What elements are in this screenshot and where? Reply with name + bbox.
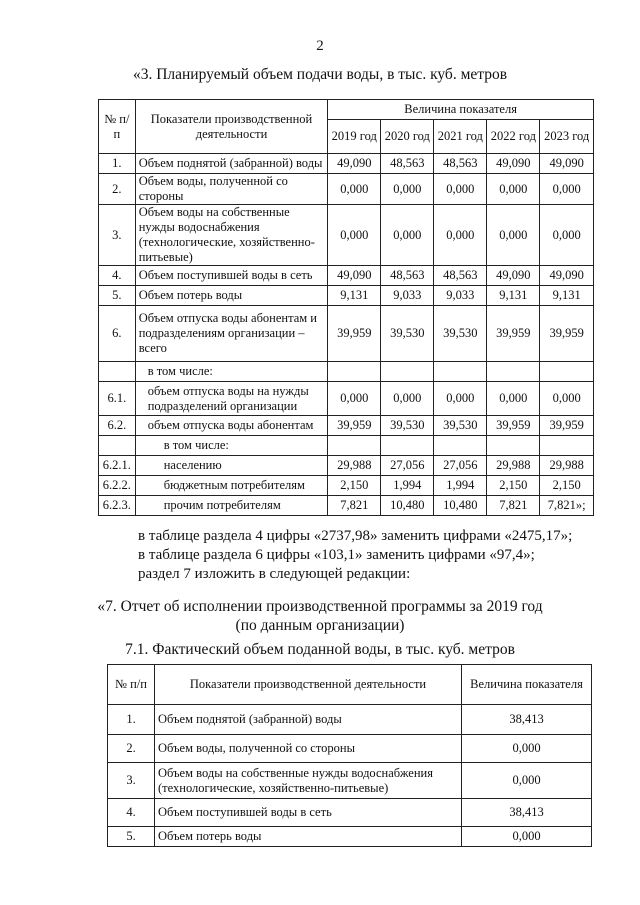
col-no-header: № п/п [108,665,155,705]
cell-value: 0,000 [328,205,381,266]
cell-value: 0,000 [540,382,594,416]
cell-value: 49,090 [328,266,381,286]
cell-value: 0,000 [462,763,592,799]
year-header: 2022 год [487,120,540,154]
cell-value: 49,090 [487,266,540,286]
table-row [108,799,592,827]
cell-value: 0,000 [434,382,487,416]
table-row [99,266,594,286]
cell-value: 10,480 [381,496,434,516]
cell-value: 39,959 [540,306,594,362]
cell-value: 48,563 [434,154,487,174]
row-label: Объем поднятой (забранной) воды [155,705,462,735]
cell-value: 1,994 [381,476,434,496]
row-number: 1. [99,154,136,174]
cell-value: 0,000 [462,827,592,847]
cell-value: 0,000 [487,205,540,266]
row-label: в том числе: [135,436,328,456]
cell-value: 2,150 [487,476,540,496]
row-label: Объем поступившей воды в сеть [135,266,328,286]
cell-value: 0,000 [540,174,594,205]
cell-value: 0,000 [381,205,434,266]
table-row [99,476,594,496]
row-label: Объем воды на собственные нужды водоснабжения (технологические, хозяйственно-питьевые) [155,763,462,799]
cell-value: 0,000 [328,382,381,416]
row-number: 6. [99,306,136,362]
cell-value [487,436,540,456]
cell-value: 29,988 [328,456,381,476]
table-row [108,735,592,763]
cell-value: 0,000 [328,174,381,205]
actual-water-volume-table [107,664,592,847]
row-number: 6.1. [99,382,136,416]
cell-value: 7,821 [328,496,381,516]
year-header: 2019 год [328,120,381,154]
cell-value: 0,000 [381,174,434,205]
table-row [99,362,594,382]
cell-value: 49,090 [540,266,594,286]
cell-value: 7,821 [487,496,540,516]
row-number: 1. [108,705,155,735]
cell-value [381,362,434,382]
cell-value: 2,150 [328,476,381,496]
col-value-header: Величина показателя [462,665,592,705]
cell-value: 0,000 [540,205,594,266]
row-number: 5. [99,286,136,306]
col-no-header: № п/п [99,100,136,154]
row-number: 4. [99,266,136,286]
section-7-1-title: 7.1. Фактический объем поданной воды, в тыс. куб. метров [125,641,515,658]
row-label: населению [135,456,328,476]
cell-value: 48,563 [434,266,487,286]
col-name-header: Показатели производственной деятельности [155,665,462,705]
row-number [99,436,136,456]
cell-value: 7,821»; [540,496,594,516]
cell-value [540,436,594,456]
cell-value [328,362,381,382]
cell-value: 39,530 [434,306,487,362]
year-header: 2021 год [434,120,487,154]
table-row [108,827,592,847]
row-label: Объем потерь воды [135,286,328,306]
page-number: 2 [316,38,324,54]
row-number: 6.2.2. [99,476,136,496]
row-number: 6.2.1. [99,456,136,476]
cell-value: 39,959 [487,306,540,362]
table-row [99,286,594,306]
cell-value: 2,150 [540,476,594,496]
table-row [99,174,594,205]
cell-value: 39,959 [487,416,540,436]
cell-value: 39,530 [381,416,434,436]
section-3-title: «3. Планируемый объем подачи воды, в тыс. куб. метров [132,66,508,83]
cell-value: 10,480 [434,496,487,516]
year-header: 2023 год [540,120,594,154]
cell-value: 1,994 [434,476,487,496]
cell-value: 49,090 [487,154,540,174]
cell-value: 0,000 [434,174,487,205]
row-number: 6.2.3. [99,496,136,516]
row-number: 3. [108,763,155,799]
cell-value: 29,988 [487,456,540,476]
paragraph-2: в таблице раздела 6 цифры «103,1» заменить цифрами «97,4»; [138,547,535,563]
row-label: объем отпуска воды абонентам [135,416,328,436]
paragraph-3: раздел 7 изложить в следующей редакции: [138,566,411,582]
cell-value: 49,090 [328,154,381,174]
row-label: прочим потребителям [135,496,328,516]
table-row [99,154,594,174]
paragraph-1: в таблице раздела 4 цифры «2737,98» заменить цифрами «2475,17»; [138,528,573,544]
cell-value [540,362,594,382]
col-value-header: Величина показателя [328,100,594,120]
row-number: 3. [99,205,136,266]
cell-value: 39,959 [328,306,381,362]
cell-value: 27,056 [434,456,487,476]
row-label: Объем воды на собственные нужды водоснабжения (технологические, хозяйственно-питьевые) [135,205,328,266]
table-row [108,705,592,735]
row-label: бюджетным потребителям [135,476,328,496]
cell-value [487,362,540,382]
cell-value: 9,131 [487,286,540,306]
cell-value: 48,563 [381,154,434,174]
cell-value: 9,033 [434,286,487,306]
table-row [99,382,594,416]
cell-value [434,362,487,382]
cell-value: 0,000 [462,735,592,763]
cell-value: 48,563 [381,266,434,286]
cell-value [328,436,381,456]
cell-value: 39,959 [328,416,381,436]
row-label: Объем поступившей воды в сеть [155,799,462,827]
row-label: Объем потерь воды [155,827,462,847]
cell-value: 9,033 [381,286,434,306]
table-row [99,496,594,516]
table-row [99,456,594,476]
cell-value: 9,131 [328,286,381,306]
section-7-subtitle: (по данным организации) [235,617,405,634]
row-label: в том числе: [135,362,328,382]
row-number: 2. [108,735,155,763]
row-label: Объем поднятой (забранной) воды [135,154,328,174]
cell-value: 0,000 [487,174,540,205]
row-number: 2. [99,174,136,205]
cell-value: 27,056 [381,456,434,476]
cell-value: 29,988 [540,456,594,476]
cell-value: 0,000 [487,382,540,416]
table-row [99,205,594,266]
cell-value: 9,131 [540,286,594,306]
cell-value: 38,413 [462,705,592,735]
table-row [108,763,592,799]
cell-value: 39,530 [434,416,487,436]
table-row [99,436,594,456]
row-number: 5. [108,827,155,847]
cell-value: 49,090 [540,154,594,174]
row-number [99,362,136,382]
cell-value: 0,000 [434,205,487,266]
row-label: объем отпуска воды на нужды подразделений организации [135,382,328,416]
cell-value: 39,530 [381,306,434,362]
row-number: 4. [108,799,155,827]
cell-value: 38,413 [462,799,592,827]
table-row [99,416,594,436]
cell-value [434,436,487,456]
section-7-title: «7. Отчет об исполнении производственной программы за 2019 год [97,598,543,615]
row-label: Объем отпуска воды абонентам и подразделениям организации – всего [135,306,328,362]
row-label: Объем воды, полученной со стороны [155,735,462,763]
year-header: 2020 год [381,120,434,154]
row-label: Объем воды, полученной со стороны [135,174,328,205]
planned-water-volume-table [98,99,594,516]
cell-value: 0,000 [381,382,434,416]
table-row [99,306,594,362]
col-name-header: Показатели производственной деятельности [135,100,328,154]
cell-value [381,436,434,456]
row-number: 6.2. [99,416,136,436]
cell-value: 39,959 [540,416,594,436]
